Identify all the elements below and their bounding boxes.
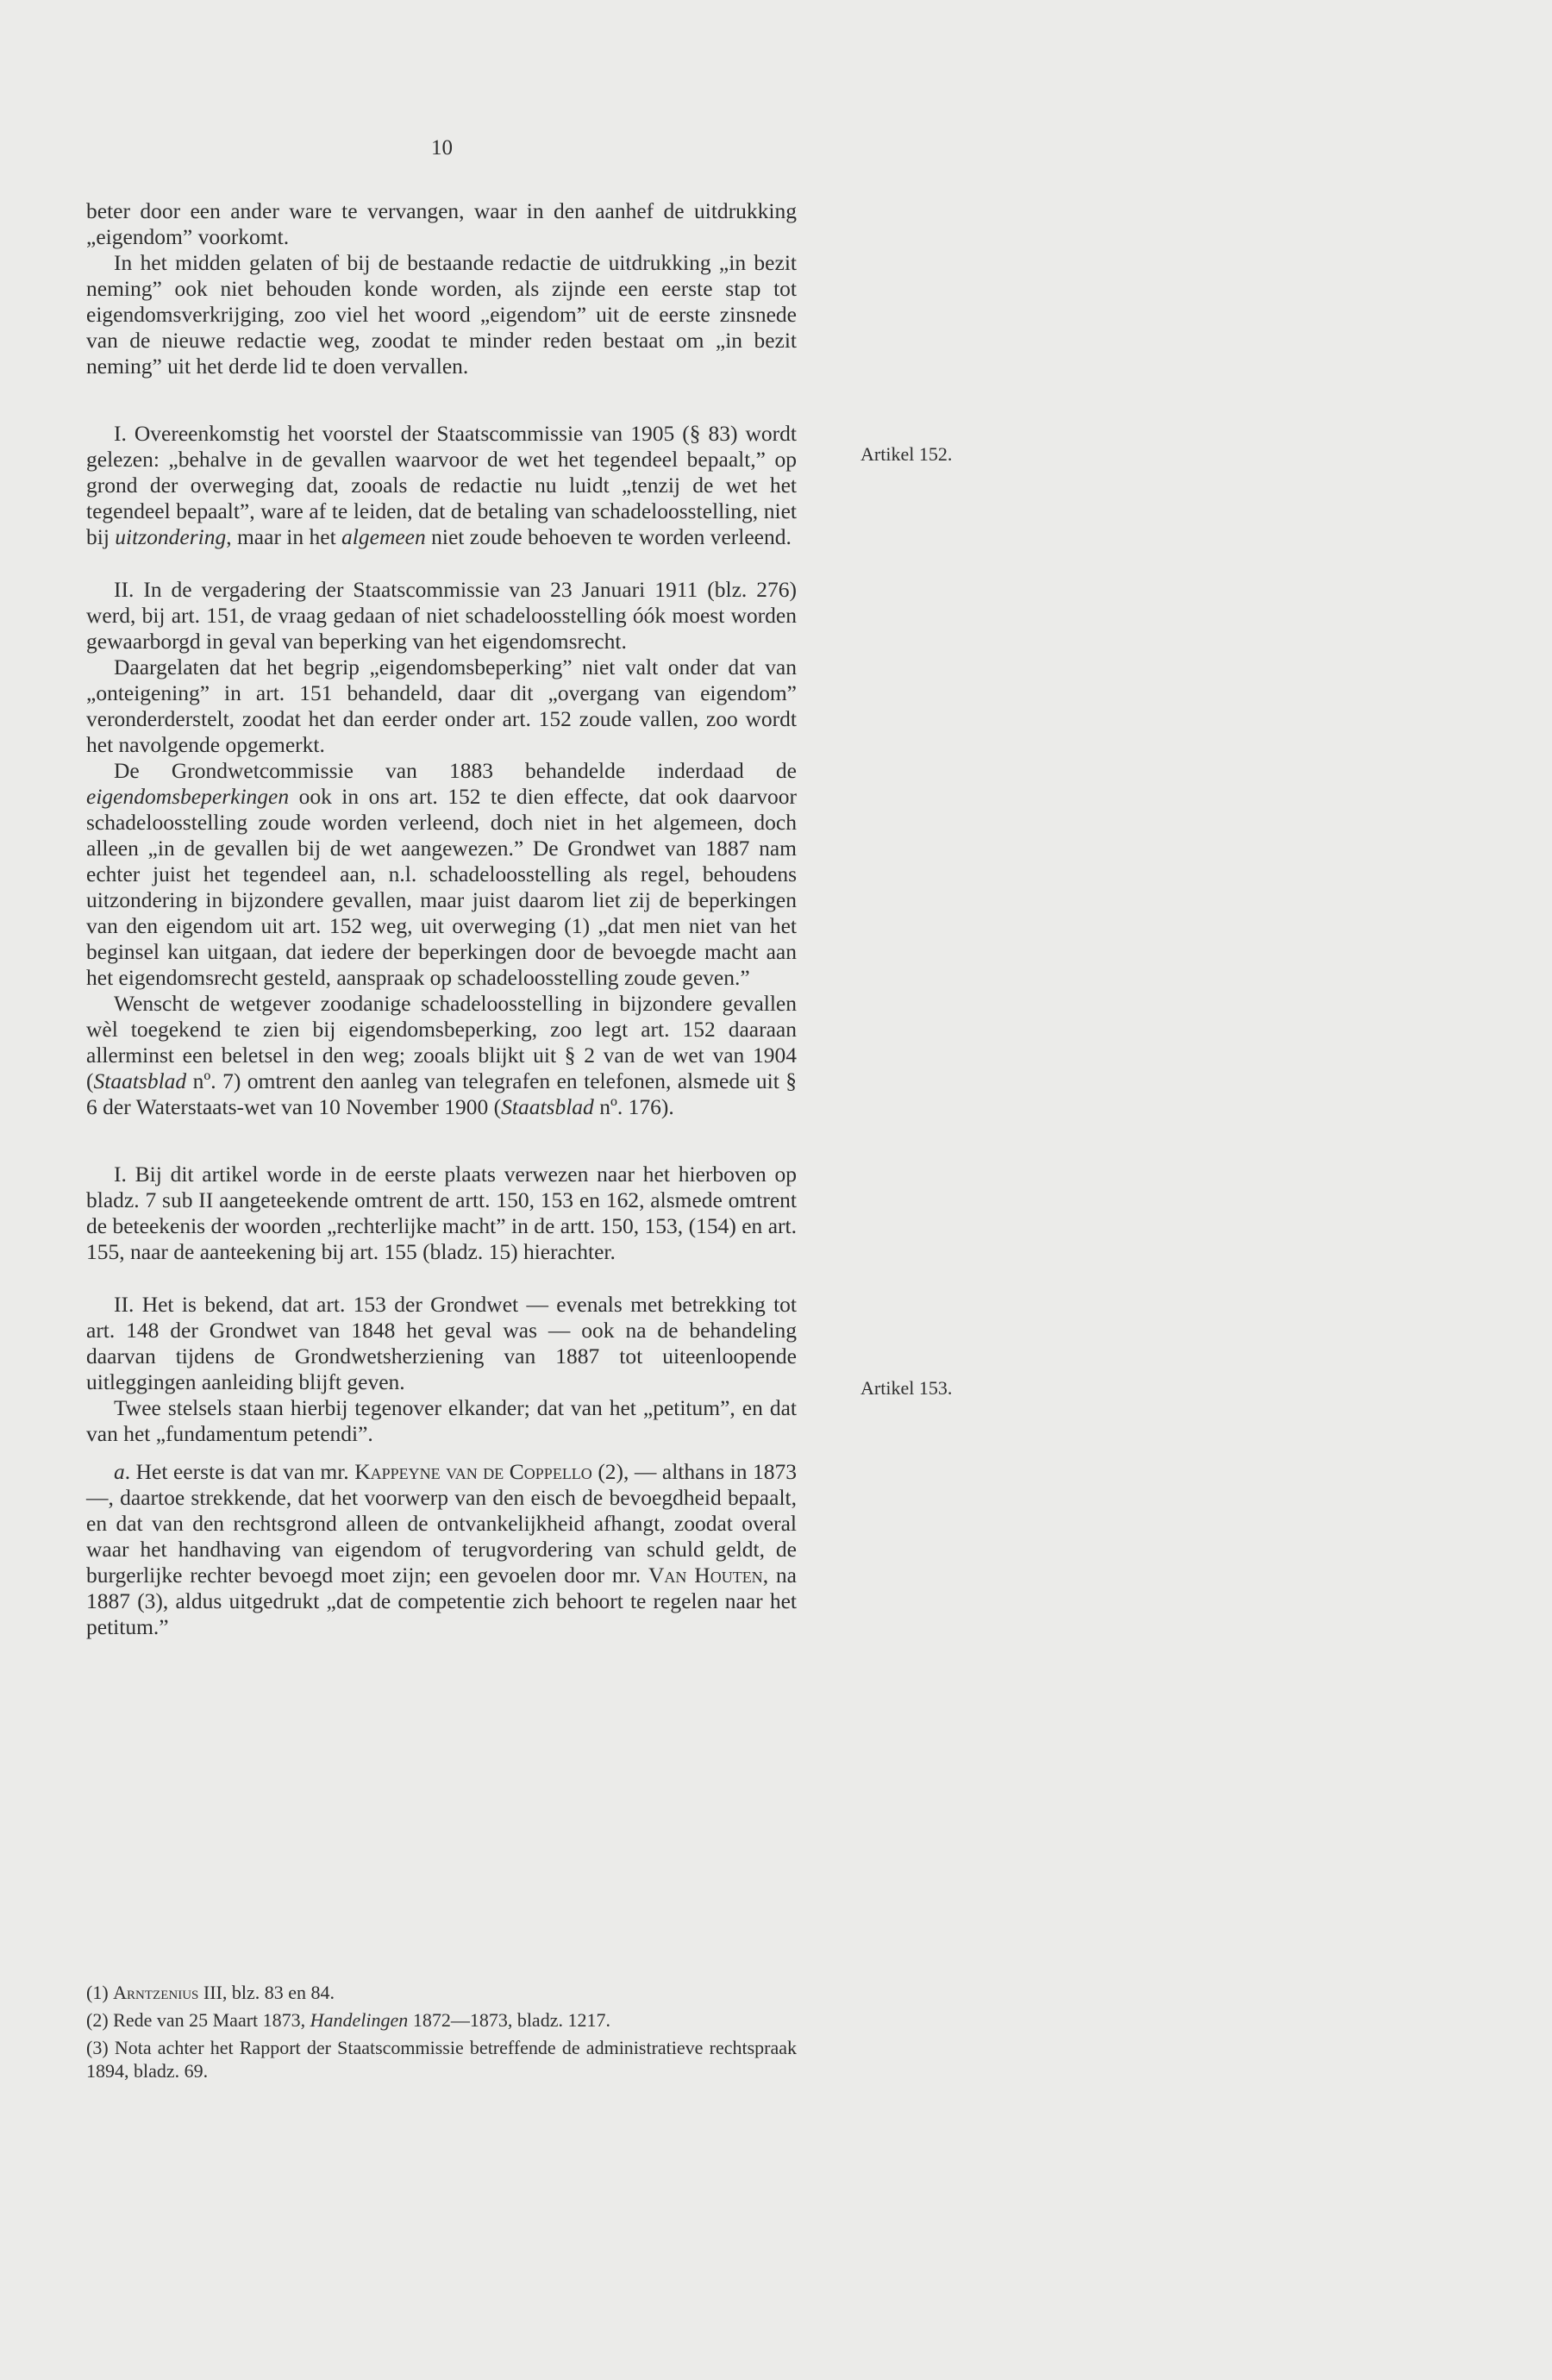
page-number: 10 (431, 136, 453, 160)
art153-paragraph-stelsels: Twee stelsels staan hierbij tegenover elkander; dat van het „petitum”, en dat van het „fundamentum petendi”. (86, 1395, 797, 1446)
footnote-3: (3) Nota achter het Rapport der Staatscommissie betreffende de administratieve rechtspraak 1894, bladz. 69. (86, 2037, 797, 2082)
footnote-1: (1) Arntzenius III, blz. 83 en 84. (86, 1982, 335, 2003)
author-name-kappeyne: Kappeyne van de Coppello (354, 1459, 592, 1484)
art153-paragraph-II: II. Het is bekend, dat art. 153 der Grondwet — evenals met betrekking tot art. 148 der Grondwet van 1848 het geval was — ook na de behandeling daarvan tijdens de Grondwetsherziening van 1887 tot uiteenloopende uitleggingen aanleiding blijft geven. (86, 1292, 797, 1394)
art152-paragraph-grondwetcommissie: De Grondwetcommissie van 1883 behandelde inderdaad de eigendomsbeperkingen ook in ons art. 152 te dien effecte, dat ook daarvoor schadeloosstelling zoude worden verleend, doch niet in het algemeen, doch alleen „in de gevallen bij de wet aangewezen.” De Grondwet van 1887 nam echter juist het tegendeel aan, n.l. schadeloosstelling als regel, behoudens uitzondering in bijzondere gevallen, maar juist daarom liet zij de beperkingen van den eigendom uit art. 152 weg, uit overweging (1) „dat men niet van het beginsel kan uitgaan, dat iedere der beperkingen door de bevoegde macht aan het eigendomsrecht gesteld, aanspraak op schadeloosstelling zoude geven.” (86, 758, 797, 990)
margin-note-artikel-153: Artikel 153. (860, 1377, 953, 1399)
paragraph-redactie: In het midden gelaten of bij de bestaande redactie de uitdrukking „in bezit neming” ook niet behouden konde worden, als zijnde een eerste stap tot eigendomsverkrijging, zoo viel het woord „eigendom” uit de eerste zinsnede van de nieuwe redactie weg, zoodat te minder reden bestaat om „in bezit neming” uit het derde lid te doen vervallen. (86, 250, 797, 379)
author-name-van-houten: Van Houten (648, 1563, 763, 1588)
art152-paragraph-I: I. Overeenkomstig het voorstel der Staatscommissie van 1905 (§ 83) wordt gelezen: „behalve in de gevallen waarvoor de wet het tegendeel bepaalt,” op grond der overweging dat, zooals de redactie nu luidt „tenzij de wet het tegendeel bepaalt”, ware af te leiden, dat de betaling van schadeloosstelling, niet bij uitzondering, maar in het algemeen niet zoude behoeven te worden verleend. (86, 421, 797, 549)
footnote-2: (2) Rede van 25 Maart 1873, Handelingen 1872—1873, bladz. 1217. (86, 2009, 610, 2031)
margin-note-artikel-152: Artikel 152. (860, 443, 953, 465)
art152-paragraph-II: II. In de vergadering der Staatscommissie van 23 Januari 1911 (blz. 276) werd, bij art. 151, de vraag gedaan of niet schadeloosstelling óók moest worden gewaarborgd in geval van beperking van het eigendomsrecht. (86, 577, 797, 654)
art153-paragraph-I: I. Bij dit artikel worde in de eerste plaats verwezen naar het hierboven op bladz. 7 sub II aangeteekende omtrent de artt. 150, 153 en 162, alsmede omtrent de beteekenis der woorden „rechterlijke macht” in de artt. 150, 153, (154) en art. 155, naar de aanteekening bij art. 155 (bladz. 15) hierachter. (86, 1162, 797, 1264)
art152-paragraph-wetgever: Wenscht de wetgever zoodanige schadeloosstelling in bijzondere gevallen wèl toegekend te zien bij eigendomsbeperking, zoo legt art. 152 daaraan allerminst een beletsel in den weg; zooals blijkt uit § 2 van de wet van 1904 (Staatsblad nº. 7) omtrent den aanleg van telegrafen en telefonen, alsmede uit § 6 der Waterstaats-wet van 10 November 1900 (Staatsblad nº. 176). (86, 991, 797, 1119)
paragraph-continuation: beter door een ander ware te vervangen, waar in den aanhef de uitdrukking „eigendom” voorkomt. (86, 198, 797, 249)
art152-paragraph-daargelaten: Daargelaten dat het begrip „eigendomsbeperking” niet valt onder dat van „onteigening” in art. 151 behandeld, daar dit „overgang van eigendom” veronderderstelt, zoodat het dan eerder onder art. 152 zoude vallen, zoo wordt het navolgende opgemerkt. (86, 654, 797, 757)
footnotes (86, 1981, 797, 2087)
main-text-column (86, 198, 797, 1640)
art153-paragraph-a: a. Het eerste is dat van mr. Kappeyne van de Coppello (2), — althans in 1873 —, daartoe strekkende, dat het voorwerp van den eisch de bevoegdheid bepaalt, en dat van den rechtsgrond alleen de ontvankelijkheid afhangt, zoodat overal waar het handhaving van eigendom of terugvordering van schuld geldt, de burgerlijke rechter bevoegd moet zijn; een gevoelen door mr. Van Houten, na 1887 (3), aldus uitgedrukt „dat de competentie zich behoort te regelen naar het petitum.” (86, 1459, 797, 1639)
